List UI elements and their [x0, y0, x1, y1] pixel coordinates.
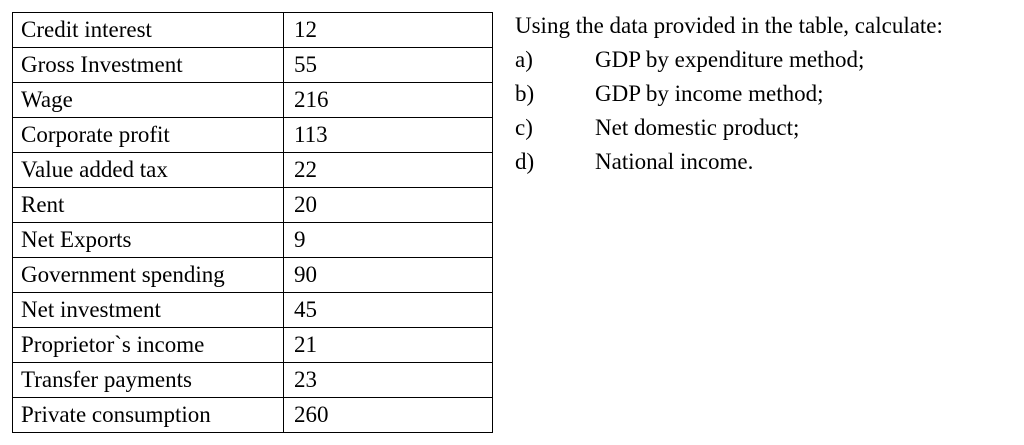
- task-text: GDP by income method;: [595, 81, 824, 106]
- table-row: [13, 13, 493, 48]
- row-label: Government spending: [13, 258, 284, 293]
- row-value: 9: [284, 223, 493, 258]
- row-label: Net investment: [13, 293, 284, 328]
- table-row: [13, 258, 493, 293]
- table-row: [13, 293, 493, 328]
- table-row: [13, 328, 493, 363]
- task-marker: d): [515, 149, 535, 174]
- task-text: National income.: [595, 149, 754, 174]
- table-row: [13, 48, 493, 83]
- row-value: 22: [284, 153, 493, 188]
- row-value: 12: [284, 13, 493, 48]
- row-label: Private consumption: [13, 398, 284, 433]
- question-block: [515, 9, 943, 179]
- task-marker: a): [515, 47, 533, 72]
- table-row: [13, 188, 493, 223]
- row-value: 90: [284, 258, 493, 293]
- row-value: 260: [284, 398, 493, 433]
- table-row: [13, 118, 493, 153]
- row-label: Wage: [13, 83, 284, 118]
- task-item: [515, 43, 943, 77]
- row-value: 113: [284, 118, 493, 153]
- row-value: 45: [284, 293, 493, 328]
- row-label: Net Exports: [13, 223, 284, 258]
- task-item: [515, 145, 943, 179]
- row-label: Transfer payments: [13, 363, 284, 398]
- row-label: Corporate profit: [13, 118, 284, 153]
- task-marker: b): [515, 81, 535, 106]
- task-marker: c): [515, 115, 533, 140]
- row-label: Rent: [13, 188, 284, 223]
- row-label: Gross Investment: [13, 48, 284, 83]
- row-label: Credit interest: [13, 13, 284, 48]
- row-value: 55: [284, 48, 493, 83]
- task-text: GDP by expenditure method;: [595, 47, 865, 72]
- task-item: [515, 111, 943, 145]
- table-row: [13, 153, 493, 188]
- table-row: [13, 83, 493, 118]
- row-value: 20: [284, 188, 493, 223]
- economic-data-table: [12, 12, 493, 433]
- row-label: Value added tax: [13, 153, 284, 188]
- task-list: [515, 43, 943, 179]
- row-value: 216: [284, 83, 493, 118]
- question-intro: Using the data provided in the table, calculate:: [515, 13, 943, 38]
- table-row: [13, 398, 493, 433]
- table-row: [13, 363, 493, 398]
- row-label: Proprietor`s income: [13, 328, 284, 363]
- row-value: 21: [284, 328, 493, 363]
- row-value: 23: [284, 363, 493, 398]
- table-row: [13, 223, 493, 258]
- task-item: [515, 77, 943, 111]
- task-text: Net domestic product;: [595, 115, 800, 140]
